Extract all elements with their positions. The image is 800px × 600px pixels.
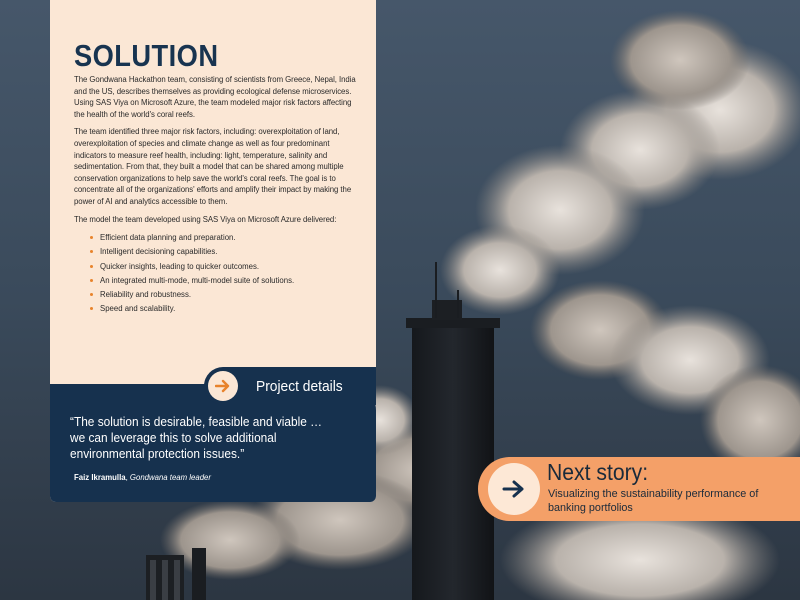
list-item: Quicker insights, leading to quicker outcomes. xyxy=(90,260,356,274)
benefits-list xyxy=(90,231,356,316)
paragraph-risk-factors: The team identified three major risk factors, including: overexploitation of land, overexploitation of species and climate change as well as four predominant indicators to measure reef health, including: light, temperature, salinity and sedimentation. From that, they built a model that can be shared among multiple conservation organizations to help save the world's coral reefs. The goal is to concentrate all of the organizations' efforts and amplify their impact by making the power of AI and analytics accessible to them. xyxy=(74,127,352,206)
project-details-label: Project details xyxy=(256,377,343,395)
next-story-link[interactable] xyxy=(478,457,800,521)
paragraph-intro: The Gondwana Hackathon team, consisting of scientists from Greece, Nepal, India and the US, describes themselves as providing ecological defense microservices. Using SAS Viya on Microsoft Azure, the team modeled major risk factors affecting the health of the world's coral reefs. xyxy=(74,75,356,119)
quote-role: Gondwana team leader xyxy=(129,473,211,482)
quote-attribution: Faiz Ikramulla, Gondwana team leader xyxy=(74,473,211,482)
quote-author: Faiz Ikramulla xyxy=(74,473,126,482)
quote-text: “The solution is desirable, feasible and viable … we can leverage this to solve additional environmental protection issues.” xyxy=(70,414,323,461)
next-story-title: Next story: xyxy=(547,459,649,485)
list-item: Speed and scalability. xyxy=(90,302,356,316)
project-details-button[interactable] xyxy=(204,367,376,405)
paragraph-model: The model the team developed using SAS Viya on Microsoft Azure delivered: xyxy=(74,214,337,224)
list-item: An integrated multi-mode, multi-model suite of solutions. xyxy=(90,274,356,288)
article-body xyxy=(50,0,376,316)
list-item: Efficient data planning and preparation. xyxy=(90,231,356,245)
arrow-right-icon xyxy=(488,463,540,515)
arrow-right-icon xyxy=(208,371,238,401)
next-story-subtitle: Visualizing the sustainability performance of banking portfolios xyxy=(548,488,759,514)
article-panel xyxy=(50,0,376,502)
list-item: Reliability and robustness. xyxy=(90,288,356,302)
list-item: Intelligent decisioning capabilities. xyxy=(90,245,356,259)
page-title: SOLUTION xyxy=(74,38,219,73)
